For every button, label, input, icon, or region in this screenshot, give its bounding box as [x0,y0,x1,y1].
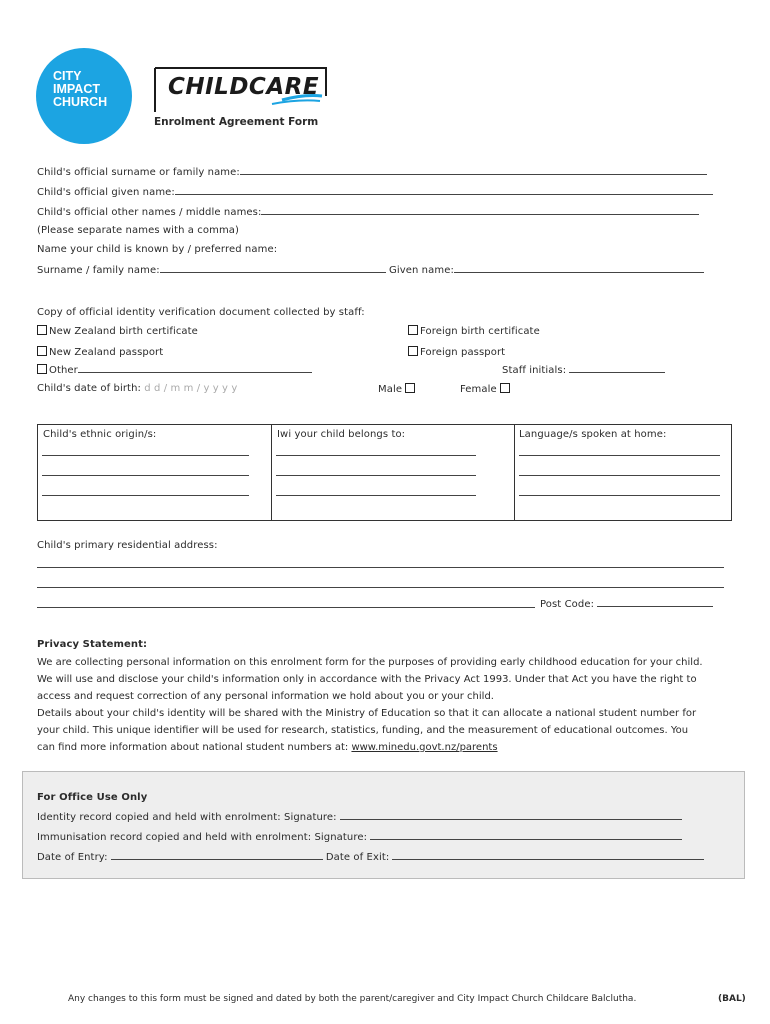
surname-row [37,166,707,178]
privacy-last-text: can find more information about national student numbers at: [37,742,349,753]
nz-birth-label: New Zealand birth certificate [49,326,198,337]
given-name-field[interactable] [175,186,713,195]
identity-record-label: Identity record copied and held with enrolment: Signature: [37,812,337,823]
ethnic-line-1[interactable] [42,455,249,456]
other-doc-field[interactable] [78,364,312,373]
ethnic-label: Child's ethnic origin/s: [43,429,157,440]
privacy-line: access and request correction of any personal information we hold about you or your child. [37,691,494,702]
other-names-label: Child's official other names / middle names: [37,207,262,218]
dob-input[interactable]: d d / m m / y y y y [144,383,238,394]
date-exit-label: Date of Exit: [325,852,390,863]
preferred-name-label: Name your child is known by / preferred name: [37,244,278,255]
logo-line-1: CITY [53,69,82,83]
pref-surname-field[interactable] [160,264,386,273]
logo-line-3: CHURCH [53,95,108,109]
city-impact-church-logo [36,48,132,144]
surname-field[interactable] [240,166,707,175]
ethnic-line-2[interactable] [42,475,249,476]
privacy-line: your child. This unique identifier will be used for research, statistics, funding, and the measurement of educational outcomes. You [37,725,689,736]
language-line-3[interactable] [519,495,720,496]
checkbox-icon[interactable] [405,383,415,393]
surname-label: Child's official surname or family name: [37,167,240,178]
pref-surname-label: Surname / family name: [37,265,160,276]
nz-birth-option[interactable] [37,325,198,337]
privacy-heading: Privacy Statement: [37,639,148,650]
immunisation-label: Immunisation record copied and held with enrolment: Signature: [37,832,368,843]
staff-initials-label: Staff initials: [502,365,567,376]
logo-line-2: IMPACT [53,82,100,96]
preferred-name-row [37,264,704,276]
ethnic-line-3[interactable] [42,495,249,496]
language-line-2[interactable] [519,475,720,476]
given-row [37,186,713,198]
iwi-label: Iwi your child belongs to: [277,429,406,440]
staff-initials-row [502,364,665,376]
dob-label: Child's date of birth: [37,383,141,394]
footer-code: (BAL) [718,994,746,1004]
address-label: Child's primary residential address: [37,540,218,551]
post-code-field[interactable] [597,598,713,607]
privacy-line-last [37,739,703,756]
privacy-body [37,654,703,756]
language-line-1[interactable] [519,455,720,456]
checkbox-icon[interactable] [500,383,510,393]
childcare-brand: CHILDCARE [168,74,320,100]
checkbox-icon[interactable] [37,346,47,356]
iwi-line-3[interactable] [276,495,476,496]
privacy-line: Details about your child's identity will be shared with the Ministry of Education so that it can allocate a national student number for [37,708,697,719]
checkbox-icon[interactable] [408,325,418,335]
nz-passport-option[interactable] [37,346,163,358]
date-entry-label: Date of Entry: [37,852,108,863]
form-title: Enrolment Agreement Form [154,116,319,128]
other-names-field[interactable] [261,206,699,215]
separate-note: (Please separate names with a comma) [37,225,240,236]
pref-given-label: Given name: [388,265,454,276]
foreign-birth-label: Foreign birth certificate [420,326,540,337]
foreign-passport-label: Foreign passport [420,347,506,358]
male-option[interactable] [378,383,417,395]
female-label: Female [460,384,497,395]
iwi-line-1[interactable] [276,455,476,456]
checkbox-icon[interactable] [37,364,47,374]
staff-initials-field[interactable] [569,364,665,373]
identity-heading: Copy of official identity verification document collected by staff: [37,307,365,318]
immunisation-row [37,831,682,843]
immunisation-signature-field[interactable] [370,831,682,840]
address-line-1[interactable] [37,567,724,568]
male-label: Male [378,384,403,395]
iwi-line-2[interactable] [276,475,476,476]
other-label: Other [49,365,78,376]
privacy-line: We are collecting personal information on this enrolment form for the purposes of providing early childhood education for your child. [37,657,703,668]
footer-note: Any changes to this form must be signed and dated by both the parent/caregiver and City Impact Church Childcare Balclutha. [68,994,637,1004]
dob-row [37,383,237,394]
language-label: Language/s spoken at home: [519,429,667,440]
identity-record-row [37,811,682,823]
office-heading: For Office Use Only [37,792,148,803]
pref-given-field[interactable] [454,264,704,273]
female-option[interactable] [460,383,512,395]
address-line-2[interactable] [37,587,724,588]
minedu-link[interactable]: www.minedu.govt.nz/parents [351,742,498,753]
foreign-passport-option[interactable] [408,346,505,358]
date-exit-field[interactable] [392,851,704,860]
given-label: Child's official given name: [37,187,175,198]
identity-signature-field[interactable] [340,811,682,820]
post-code-row [540,598,713,610]
address-line-3[interactable] [37,607,535,608]
checkbox-icon[interactable] [408,346,418,356]
post-code-label: Post Code: [540,599,595,610]
other-names-row [37,206,699,218]
other-option[interactable] [37,364,312,376]
checkbox-icon[interactable] [37,325,47,335]
dates-row [37,851,704,863]
date-entry-field[interactable] [111,851,323,860]
privacy-line: We will use and disclose your child's information only in accordance with the Privacy Act 1993. Under that Act you have the right to [37,674,697,685]
nz-passport-label: New Zealand passport [49,347,164,358]
foreign-birth-option[interactable] [408,325,540,337]
